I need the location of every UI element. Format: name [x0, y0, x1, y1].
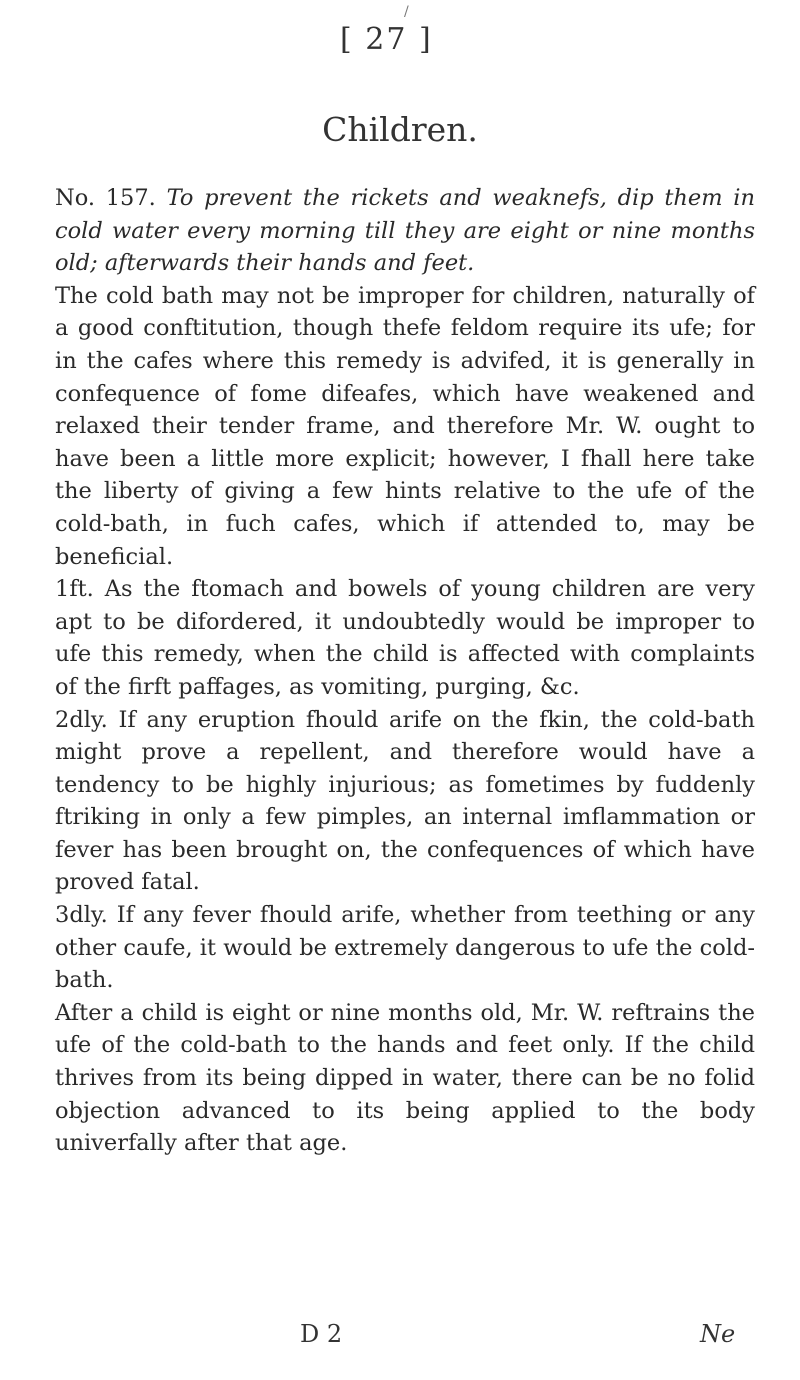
- top-mark: /: [404, 4, 409, 20]
- rule-heading: [55, 182, 755, 280]
- page-number: [ 27 ]: [340, 22, 433, 57]
- catchword: Ne: [700, 1320, 736, 1348]
- paragraph-5: After a child is eight or nine months old, Mr. W. reftrains the ufe of the cold-bath to the hands and feet only. If the child thrives from its being dipped in water, there can be no folid objection advanced to its being applied to the body univerfally after that age.: [55, 999, 755, 1157]
- rule-text: To prevent the rickets and weaknefs, dip them in cold water every morning till they are eight or nine months old; afterwards their hands and feet.: [55, 185, 755, 277]
- paragraph-1: The cold bath may not be improper for children, naturally of a good conftitution, though thefe feldom require its ufe; for in the cafes where this remedy is advifed, it is generally in confequence of fome difeafes, which have weakened and relaxed their tender frame, and therefore Mr. W. ought to have been a little more explicit; however, I fhall here take the liberty of giving a few hints relative to the ufe of the cold-bath, in fuch cafes, which if attended to, may be beneficial.: [55, 282, 755, 570]
- paragraph-2: 1ft. As the ftomach and bowels of young children are very apt to be difordered, it undoubtedly would be improper to ufe this remedy, when the child is affected with complaints of the firft paffages, as vomiting, purging, &c.: [55, 576, 755, 700]
- section-title: Children.: [322, 110, 478, 149]
- paragraph-4: 3dly. If any fever fhould arife, whether from teething or any other caufe, it would be extremely dangerous to ufe the cold-bath.: [55, 902, 755, 994]
- article-body: [55, 182, 755, 1160]
- paragraph-3: 2dly. If any eruption fhould arife on the fkin, the cold-bath might prove a repellent, and therefore would have a tendency to be highly injurious; as fometimes by fuddenly ftriking in only a few pimples, an internal imflammation or fever has been brought on, the confequences of which have proved fatal.: [55, 706, 755, 896]
- signature-mark: D 2: [300, 1320, 343, 1348]
- rule-number: No. 157.: [55, 185, 156, 211]
